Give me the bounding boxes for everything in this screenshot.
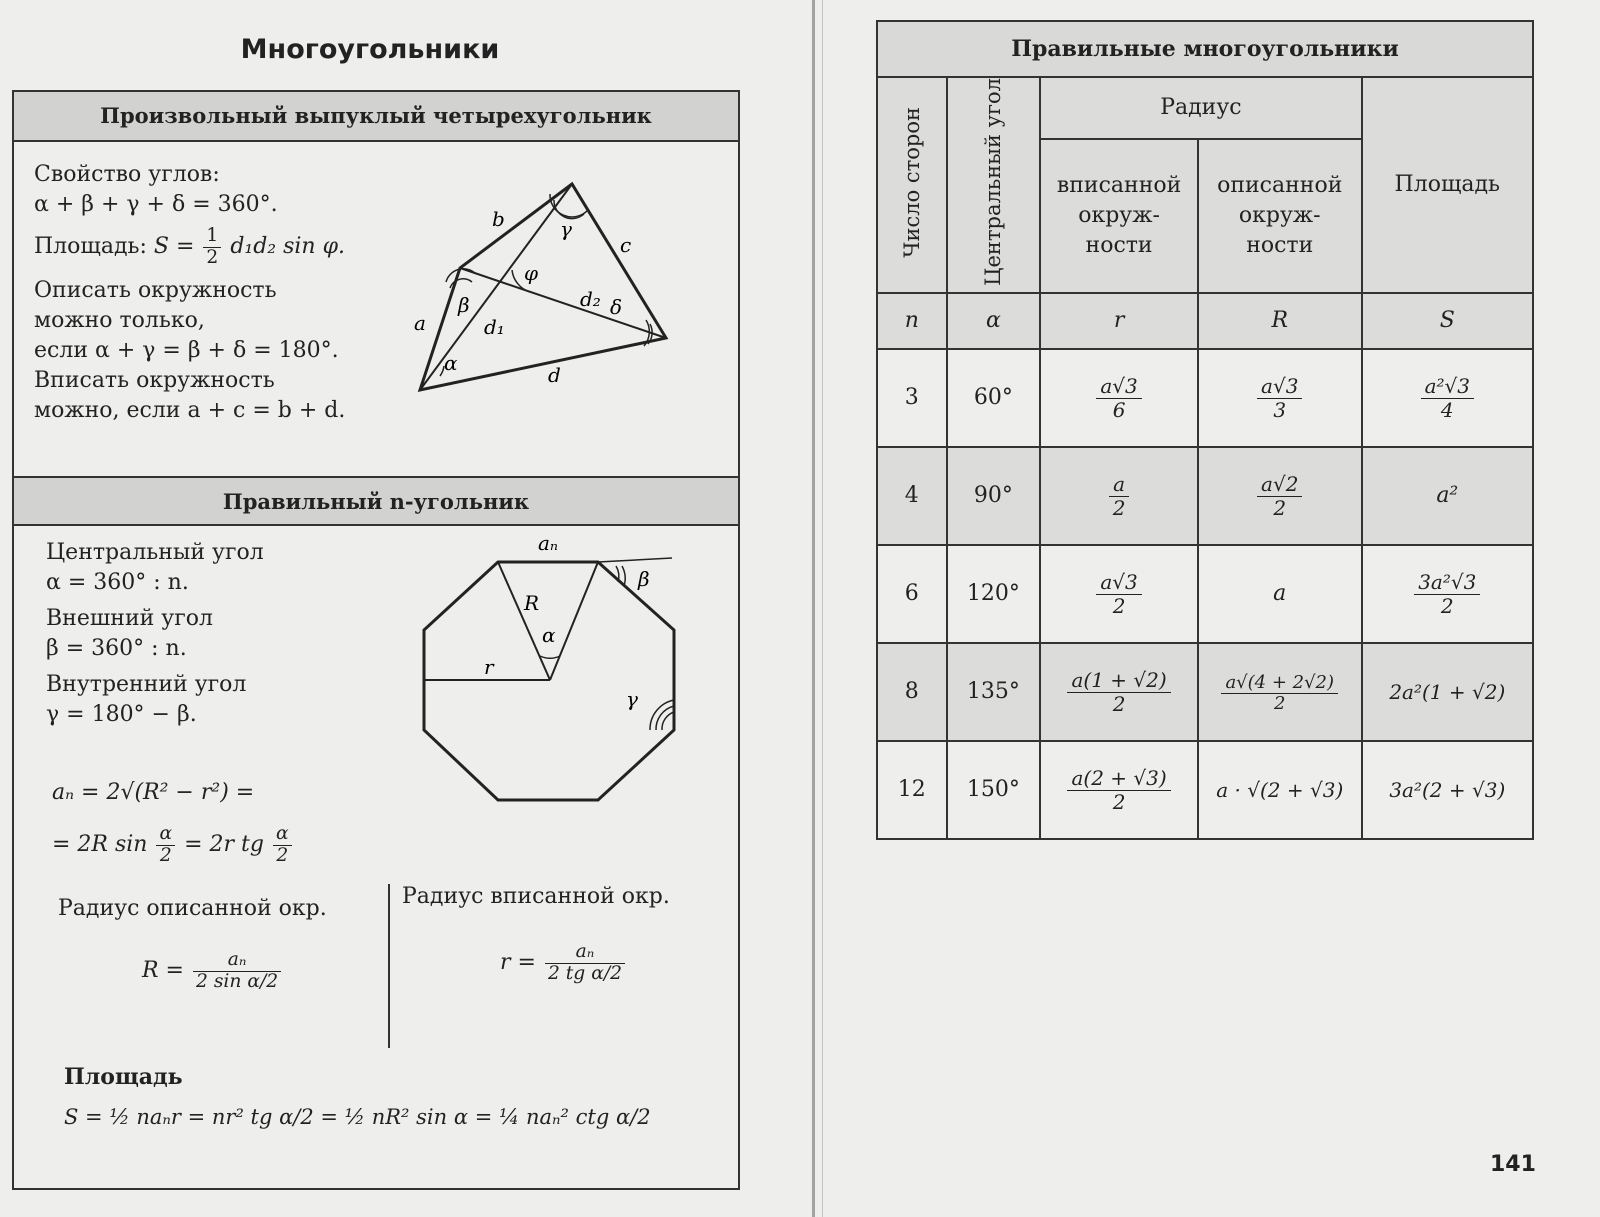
page-number: 141	[1490, 1152, 1536, 1177]
cell-R: $\frac{a√(4 + 2√2)}{2}$	[1198, 643, 1362, 741]
side-length-line-1: aₙ = 2√(R² − r²) =	[52, 780, 255, 805]
alpha-half-2: $\frac{\alpha}{2}$	[273, 824, 292, 866]
octagon-figure	[410, 530, 690, 820]
inscribe-line-2: можно, если a + c = b + d.	[34, 398, 346, 424]
cell-r: $\frac{a}{2}$	[1040, 447, 1198, 545]
cell-alpha: 135°	[947, 643, 1041, 741]
octagon-label-alpha: α	[542, 623, 556, 647]
cell-n: 12	[877, 741, 947, 839]
cell-R: a	[1198, 545, 1362, 643]
polygon-area-formula: S = ½ naₙr = nr² tg α/2 = ½ nR² sin α = ¼ naₙ² ctg α/2	[64, 1105, 651, 1129]
column-divider	[388, 884, 390, 1048]
side-length-formula	[52, 778, 412, 866]
inradius-fraction: $\frac{\text{aₙ}}{\text{2 tg α/2}}$	[545, 942, 625, 984]
cell-S: 2a²(1 + √2)	[1362, 643, 1533, 741]
cell-r: $\frac{a(2 + √3)}{2}$	[1040, 741, 1198, 839]
quadrilateral-figure	[400, 170, 690, 410]
cell-alpha: 90°	[947, 447, 1041, 545]
symbol-r: r	[1040, 293, 1198, 349]
symbol-row	[877, 293, 1533, 349]
cell-n: 8	[877, 643, 947, 741]
cell-n: 6	[877, 545, 947, 643]
header-radius: Радиус	[1040, 77, 1361, 139]
header-circumscribed: описанной окруж- ности	[1198, 139, 1362, 293]
internal-angle-label: Внутренний угол	[46, 672, 247, 697]
table-row	[877, 741, 1533, 839]
angles-label: Свойство углов:	[34, 162, 220, 187]
quad-properties	[34, 160, 414, 426]
header-area: Площадь	[1362, 77, 1533, 293]
cell-n: 3	[877, 349, 947, 447]
polygon-area-label: Площадь	[64, 1064, 183, 1090]
fig-label-d1: d₁	[484, 315, 505, 339]
circumradius-formula: R = $\frac{\text{aₙ}}{\text{2 sin α/2}}$	[142, 950, 378, 992]
table	[876, 20, 1534, 840]
symbol-n: n	[877, 293, 947, 349]
octagon-label-r: r	[484, 655, 494, 679]
circumradius-block	[58, 894, 378, 992]
fig-label-d2: d₂	[580, 287, 601, 311]
area-s: S =	[153, 234, 195, 260]
polygon-area-block	[64, 1062, 734, 1132]
side-length-line-2: = 2R sin $\frac{\alpha}{2}$ = 2r tg $\frac{\alpha}{2}$	[52, 824, 412, 866]
inradius-formula: r = $\frac{\text{aₙ}}{\text{2 tg α/2}}$	[500, 942, 722, 984]
page-title: Многоугольники	[240, 34, 500, 65]
cell-alpha: 60°	[947, 349, 1041, 447]
octagon-label-beta: β	[638, 567, 650, 591]
cell-r: $\frac{a√3}{2}$	[1040, 545, 1198, 643]
symbol-R: R	[1198, 293, 1362, 349]
section-header-regular-polygon: Правильный n-угольник	[14, 476, 738, 526]
cell-alpha: 120°	[947, 545, 1041, 643]
fig-label-beta: β	[458, 293, 470, 317]
fig-label-alpha: α	[444, 351, 458, 375]
symbol-alpha: α	[947, 293, 1041, 349]
fig-label-delta: δ	[610, 295, 623, 319]
external-angle-formula: β = 360° : n.	[46, 636, 187, 661]
circumscribe-line-1: Описать окружность	[34, 278, 277, 304]
cell-r: $\frac{a(1 + √2)}{2}$	[1040, 643, 1198, 741]
fig-label-c: c	[620, 233, 632, 257]
fig-label-phi: φ	[524, 261, 539, 285]
octagon-label-R: R	[524, 591, 540, 615]
inradius-label: Радиус вписанной окр.	[402, 884, 670, 909]
table-row	[877, 643, 1533, 741]
header-inscribed: вписанной окруж- ности	[1040, 139, 1198, 293]
octagon-label-an: aₙ	[538, 531, 559, 555]
regular-polygons-table	[876, 20, 1536, 830]
central-angle-label: Центральный угол	[46, 540, 264, 565]
section-header-quadrilateral: Произвольный выпуклый четырехугольник	[14, 92, 738, 142]
cell-R: $\frac{a√3}{3}$	[1198, 349, 1362, 447]
area-rest: d₁d₂ sin φ.	[230, 234, 345, 260]
inscribe-line-1: Вписать окружность	[34, 368, 275, 394]
cell-S: a²	[1362, 447, 1533, 545]
table-row	[877, 545, 1533, 643]
octagon-label-gamma: γ	[626, 687, 638, 711]
symbol-S: S	[1362, 293, 1533, 349]
circumradius-fraction: $\frac{\text{aₙ}}{\text{2 sin α/2}}$	[193, 950, 281, 992]
cell-r: $\frac{a√3}{6}$	[1040, 349, 1198, 447]
external-angle-label: Внешний угол	[46, 606, 213, 631]
book-spine	[812, 0, 815, 1217]
central-angle-formula: α = 360° : n.	[46, 570, 189, 595]
fig-label-gamma: γ	[560, 217, 572, 241]
alpha-half-1: $\frac{\alpha}{2}$	[156, 824, 175, 866]
circumscribe-line-3: если α + γ = β + δ = 180°.	[34, 338, 339, 364]
cell-S: $\frac{\text{a²√3}}{4}$	[1362, 349, 1533, 447]
regular-polygon-angles	[46, 538, 406, 730]
cell-S: $\frac{\text{3a²√3}}{2}$	[1362, 545, 1533, 643]
circumscribe-line-2: можно только,	[34, 308, 205, 334]
fig-label-d: d	[548, 363, 561, 387]
circumradius-label: Радиус описанной окр.	[58, 896, 327, 921]
book-spine-edge	[822, 0, 823, 1217]
area-formula	[34, 226, 414, 268]
area-half: $\frac{1}{2}$	[203, 226, 221, 268]
header-central-angle: Центральный угол	[947, 77, 1041, 293]
cell-alpha: 150°	[947, 741, 1041, 839]
header-sides: Число сторон	[877, 77, 947, 293]
table-title: Правильные многоугольники	[877, 21, 1533, 77]
inradius-block	[402, 882, 722, 984]
cell-S: 3a²(2 + √3)	[1362, 741, 1533, 839]
table-row	[877, 447, 1533, 545]
cell-R: a · √(2 + √3)	[1198, 741, 1362, 839]
fig-label-a: a	[414, 311, 426, 335]
fig-label-b: b	[492, 207, 505, 231]
area-label: Площадь:	[34, 234, 147, 260]
cell-n: 4	[877, 447, 947, 545]
angles-formula: α + β + γ + δ = 360°.	[34, 192, 278, 217]
cell-R: $\frac{a√2}{2}$	[1198, 447, 1362, 545]
table-row	[877, 349, 1533, 447]
internal-angle-formula: γ = 180° − β.	[46, 702, 197, 727]
